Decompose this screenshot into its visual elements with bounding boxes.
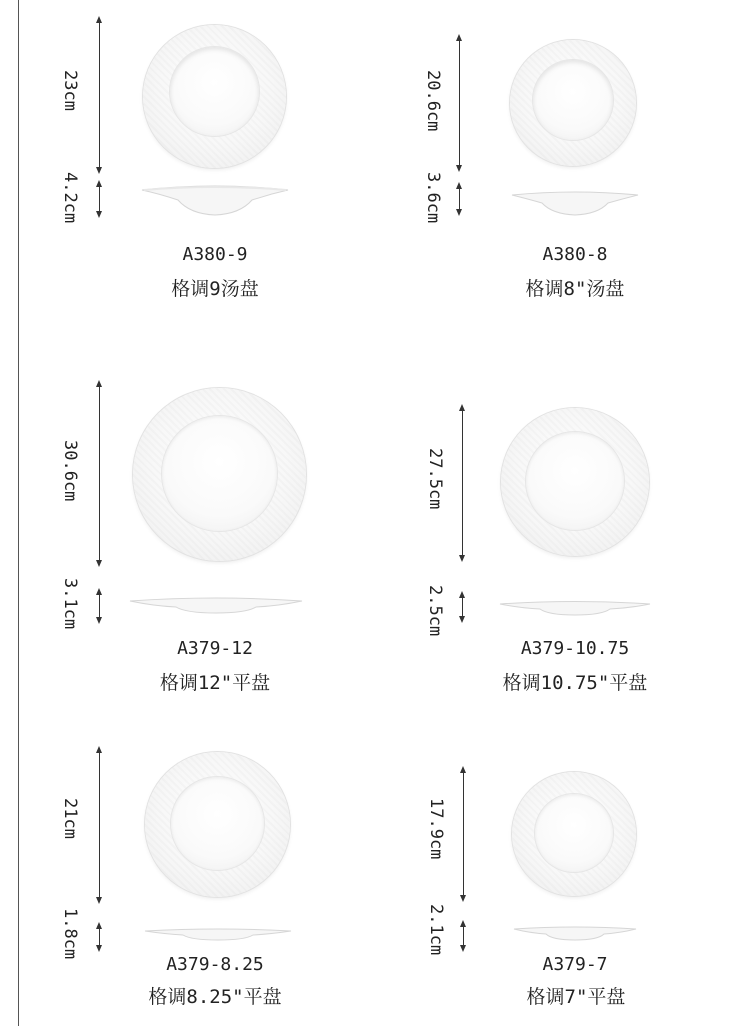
product-name: 格调12"平盘 [159,672,271,694]
diameter-label: 20.6cm [423,70,443,132]
diameter-label: 17.9cm [426,798,446,860]
plate-top-view [145,752,290,897]
height-dimension-line [462,597,463,617]
product-code: A380-9 [182,244,248,265]
product-name: 格调10.75"平盘 [502,672,648,694]
product-name: 格调7"平盘 [526,986,626,1008]
plate-top-view [133,388,306,561]
height-label: 1.8cm [60,908,80,960]
diameter-dimension-line [462,410,463,556]
product-code: A379-10.75 [520,638,630,659]
height-label: 3.6cm [423,172,443,224]
product-code: A379-7 [542,954,608,975]
plate-side-view [143,926,293,946]
height-dimension-line [99,928,100,946]
height-label: 2.5cm [425,585,445,637]
height-dimension-line [99,594,100,618]
diameter-label: 23cm [60,70,80,111]
product-name: 格调8"汤盘 [525,278,625,300]
diameter-dimension-line [463,772,464,896]
plate-side-view [128,594,304,618]
height-label: 2.1cm [426,904,446,956]
plate-top-view [510,40,636,166]
height-label: 3.1cm [60,578,80,630]
diameter-dimension-line [459,40,460,166]
height-label: 4.2cm [60,172,80,224]
height-dimension-line [99,186,100,212]
product-code: A379-12 [177,638,253,659]
diameter-dimension-line [99,752,100,898]
product-name: 格调9汤盘 [171,278,259,300]
diameter-dimension-line [99,22,100,168]
plate-side-view [512,924,638,946]
height-dimension-line [463,926,464,946]
left-border-line [18,0,19,1026]
plate-side-view [140,184,290,224]
plate-side-view [510,190,640,220]
plate-top-view [512,772,636,896]
product-name: 格调8.25"平盘 [148,986,282,1008]
diameter-label: 30.6cm [60,440,80,502]
diameter-label: 27.5cm [425,448,445,510]
plate-side-view [498,598,652,620]
product-code: A379-8.25 [166,954,264,975]
diameter-dimension-line [99,386,100,561]
plate-top-view [143,25,286,168]
plate-top-view [501,408,649,556]
diameter-label: 21cm [60,798,80,839]
product-code: A380-8 [542,244,608,265]
height-dimension-line [459,188,460,210]
